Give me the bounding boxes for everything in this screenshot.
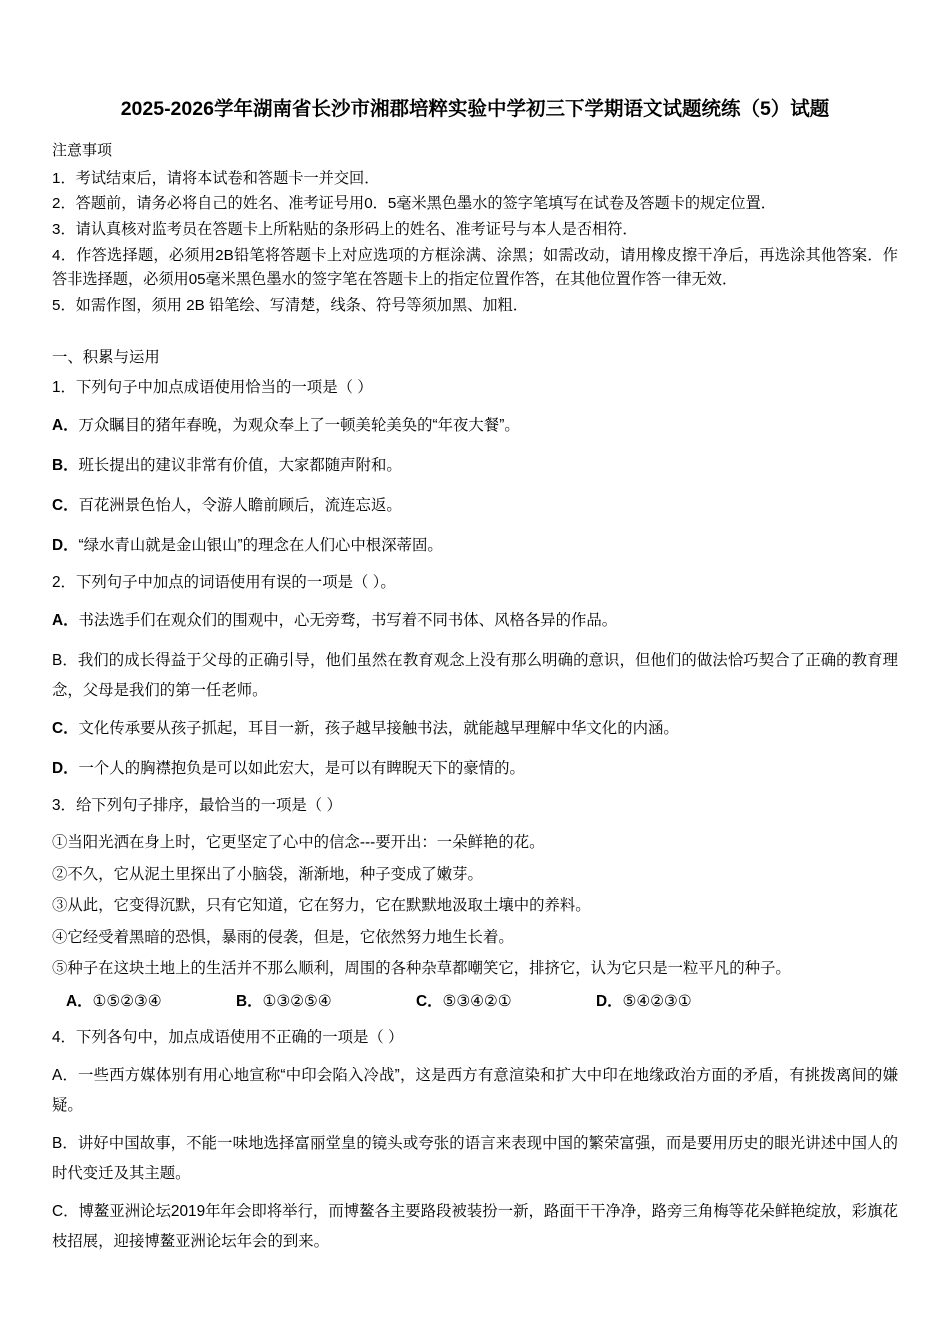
option-label: A． xyxy=(52,417,79,435)
question-stem: 1．下列句子中加点成语使用恰当的一项是（ ） xyxy=(52,379,373,397)
option-label: A． xyxy=(52,1067,79,1085)
ordering-item: ②不久，它从泥土里探出了小脑袋，渐渐地，种子变成了嫩芽。 xyxy=(52,865,483,883)
question-option xyxy=(52,531,898,561)
option-text: 我们的成长得益于父母的正确引导，他们虽然在教育观念上没有那么明确的意识，但他们的做法恰巧契合了正确的教育理念，父母是我们的第一任老师。 xyxy=(52,652,898,700)
notice-item: 2．答题前，请务必将自己的姓名、准考证号用0．5毫米黑色墨水的签字笔填写在试卷及答题卡的规定位置． xyxy=(52,195,776,213)
option-label: C． xyxy=(52,1203,79,1221)
option-label: D． xyxy=(596,993,623,1011)
option-text: 班长提出的建议非常有价值，大家都随声附和。 xyxy=(78,457,402,475)
option-label: A． xyxy=(52,612,79,630)
option-text: 文化传承要从孩子抓起，耳目一新，孩子越早接触书法，就能越早理解中华文化的内涵。 xyxy=(78,720,679,738)
option-text: 百花洲景色怡人，令游人瞻前顾后，流连忘返。 xyxy=(78,497,402,515)
answer-choice xyxy=(236,988,416,1016)
option-label: C． xyxy=(52,497,79,515)
question-option xyxy=(52,714,898,744)
option-text: 一个人的胸襟抱负是可以如此宏大，是可以有睥睨天下的豪情的。 xyxy=(78,760,525,778)
option-text: 万众瞩目的猪年春晚，为观众奉上了一顿美轮美奂的“年夜大餐”。 xyxy=(78,417,520,435)
answer-choice xyxy=(416,988,596,1016)
option-label: C． xyxy=(52,720,79,738)
notice-item: 3．请认真核对监考员在答题卡上所粘贴的条形码上的姓名、准考证号与本人是否相符． xyxy=(52,221,638,239)
question-option xyxy=(52,754,898,784)
question-option xyxy=(52,451,898,481)
notice-item: 1．考试结束后，请将本试卷和答题卡一并交回． xyxy=(52,169,380,187)
notice-item: 5．如需作图，须用 2B 铅笔绘、写清楚，线条、符号等须加黑、加粗． xyxy=(52,296,528,314)
question-option xyxy=(52,606,898,636)
option-label: A． xyxy=(66,993,93,1011)
page-title: 2025-2026学年湖南省长沙市湘郡培粹实验中学初三下学期语文试题统练（5）试题 xyxy=(120,98,830,120)
option-label: B． xyxy=(236,993,263,1011)
question-stem: 2．下列句子中加点的词语使用有误的一项是（ ）。 xyxy=(52,574,396,592)
notice-item: 4．作答选择题，必须用2B铅笔将答题卡上对应选项的方框涂满、涂黑；如需改动，请用橡皮擦干净后，再选涂其他答案．作答非选择题，必须用05毫米黑色墨水的签字笔在答题卡上的指定位置作答，在其他位置作答一律无效． xyxy=(52,246,898,289)
answer-choice xyxy=(596,988,776,1016)
question-option xyxy=(52,491,898,521)
option-text: ①⑤②③④ xyxy=(92,993,162,1011)
question-stem: 3．给下列句子排序，最恰当的一项是（ ） xyxy=(52,797,342,815)
question-option xyxy=(52,1197,898,1257)
option-text: 书法选手们在观众们的围观中，心无旁骛，书写着不同书体、风格各异的作品。 xyxy=(78,612,618,630)
option-label: D． xyxy=(52,760,79,778)
option-label: C． xyxy=(416,993,443,1011)
ordering-item: ①当阳光洒在身上时，它更坚定了心中的信念---要开出：一朵鲜艳的花。 xyxy=(52,834,545,852)
ordering-item: ④它经受着黑暗的恐惧，暴雨的侵袭，但是，它依然努力地生长着。 xyxy=(52,928,514,946)
spacer xyxy=(52,320,898,346)
option-text: 博鳌亚洲论坛2019年年会即将举行，而博鳌各主要路段被装扮一新，路面干干净净，路旁三角梅等花朵鲜艳绽放，彩旗花枝招展，迎接博鳌亚洲论坛年会的到来。 xyxy=(52,1203,898,1251)
option-text: ①③②⑤④ xyxy=(262,993,332,1011)
option-label: B． xyxy=(52,457,79,475)
notice-heading: 注意事项 xyxy=(52,142,113,160)
option-text: ⑤④②③① xyxy=(622,993,692,1011)
option-text: 讲好中国故事，不能一味地选择富丽堂皇的镜头或夸张的语言来表现中国的繁荣富强，而是要用历史的眼光讲述中国人的时代变迁及其主题。 xyxy=(52,1135,898,1183)
answer-choice xyxy=(66,988,236,1016)
question-option xyxy=(52,1129,898,1189)
option-text: ⑤③④②① xyxy=(442,993,512,1011)
question-stem: 4．下列各句中，加点成语使用不正确的一项是（ ） xyxy=(52,1029,404,1047)
option-label: B． xyxy=(52,652,78,670)
ordering-item: ⑤种子在这块土地上的生活并不那么顺利，周围的各种杂草都嘲笑它，排挤它，认为它只是一粒平凡的种子。 xyxy=(52,960,791,978)
option-label: B． xyxy=(52,1135,78,1153)
question-option xyxy=(52,646,898,706)
notice-list xyxy=(52,167,898,319)
question-option xyxy=(52,411,898,441)
ordering-item: ③从此，它变得沉默，只有它知道，它在努力，它在默默地汲取土壤中的养料。 xyxy=(52,897,591,915)
section-heading: 一、积累与运用 xyxy=(52,348,160,366)
option-text: 一些西方媒体别有用心地宣称“中印会陷入冷战”，这是西方有意渲染和扩大中印在地缘政治方面的矛盾，有挑拨离间的嫌疑。 xyxy=(52,1067,898,1115)
question-option xyxy=(52,1061,898,1121)
answer-choice-row xyxy=(52,988,898,1016)
option-label: D． xyxy=(52,537,79,555)
option-text: “绿水青山就是金山银山”的理念在人们心中根深蒂固。 xyxy=(78,537,443,555)
